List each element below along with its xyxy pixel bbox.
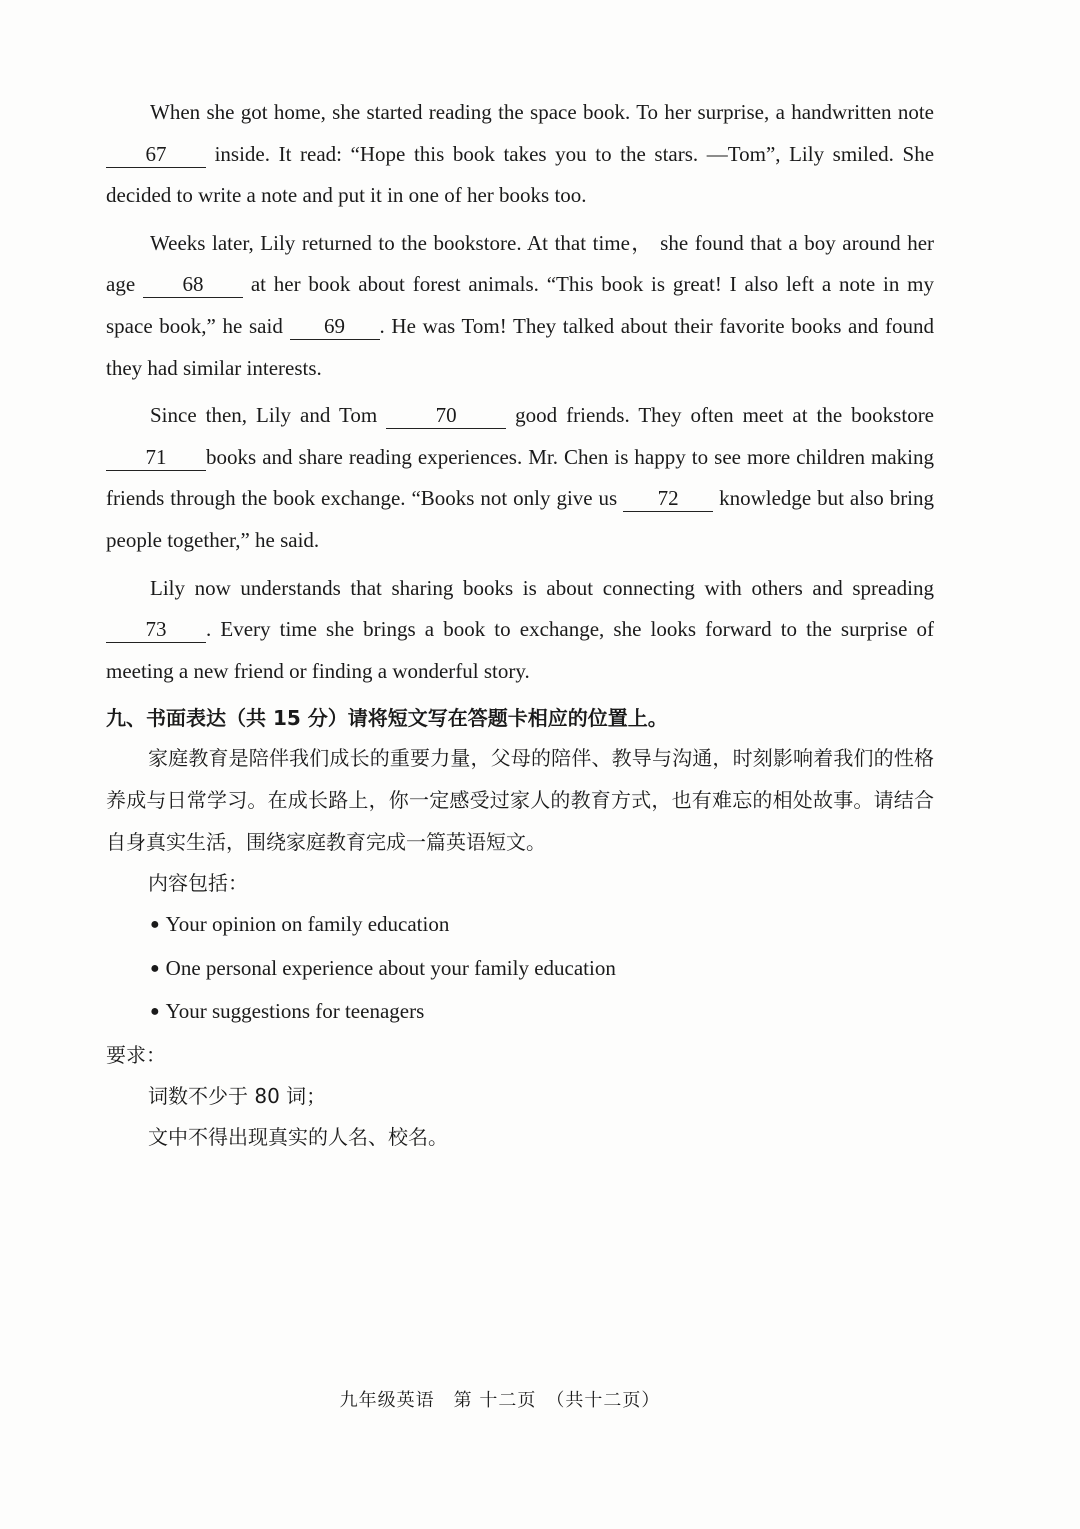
- passage-text: When she got home, she started reading the space book. To her surprise, a handwritten note: [150, 100, 934, 124]
- passage-text: . He was Tom! They talked about their favorite books and found they had similar interests.: [106, 313, 934, 380]
- passage-paragraph-2: [106, 223, 934, 389]
- bullet-icon: ●: [150, 1003, 160, 1021]
- passage-text: good friends. They often meet at the bookstore: [515, 403, 935, 428]
- passage-text: books and share reading experiences. Mr. Chen is happy to see more children making friends through the book exchange. “Books not only give us: [106, 444, 934, 511]
- passage-text: . Every time she brings a book to exchange, she looks forward to the surprise of meeting a new friend or finding a wonderful story.: [106, 617, 934, 683]
- passage-text: Weeks later, Lily returned to the bookstore. At that time: [150, 230, 630, 255]
- chinese-comma: ，: [629, 230, 654, 255]
- page-footer: 九年级英语 第 十二页 （共十二页）: [339, 1390, 661, 1411]
- passage-text: Since then, Lily and Tom: [150, 403, 378, 428]
- requirement-item: 文中不得出现真实的人名、校名。: [148, 1124, 448, 1149]
- passage-text: inside. It read: “Hope this book takes you to the stars. —Tom”, Lily smiled. She decided to write a note and put it in one of her books too.: [106, 141, 935, 208]
- content-bullet: ● One personal experience about your family education: [150, 955, 616, 980]
- blank-71: 71: [106, 444, 206, 471]
- blank-69: 69: [290, 313, 380, 340]
- section-heading-writing: 九、书面表达（共 15 分）请将短文写在答题卡相应的位置上。: [106, 706, 668, 731]
- writing-prompt: 家庭教育是陪伴我们成长的重要力量，父母的陪伴、教导与沟通，时刻影响着我们的性格养成与日常学习。在成长路上，你一定感受过家人的教育方式，也有难忘的相处故事。请结合自身真实生活，围绕家庭教育完成一篇英语短文。: [106, 746, 934, 854]
- passage-text: Lily now understands that sharing books is about connecting with others and spreading: [150, 575, 934, 600]
- passage-paragraph-4: [106, 568, 934, 693]
- blank-70: 70: [386, 402, 506, 429]
- bullet-icon: ●: [150, 916, 160, 934]
- passage-text: she found that a boy around her age: [106, 230, 935, 297]
- content-bullet: ● Your suggestions for teenagers: [150, 999, 425, 1024]
- bullet-icon: ●: [150, 959, 160, 977]
- content-bullet: ● Your opinion on family education: [150, 912, 450, 937]
- content-label: 内容包括：: [148, 871, 248, 896]
- blank-72: 72: [623, 485, 713, 512]
- passage-paragraph-1: [106, 92, 934, 217]
- requirements-label: 要求：: [106, 1042, 166, 1067]
- blank-68: 68: [143, 271, 243, 298]
- passage-text: knowledge but also bring people together,” he said.: [106, 486, 935, 552]
- passage-text: at her book about forest animals. “This book is great! I also left a note in my space book,” he said: [106, 272, 935, 338]
- requirement-item: 词数不少于 80 词；: [148, 1083, 327, 1108]
- blank-67: 67: [106, 141, 206, 168]
- exam-page: [106, 92, 934, 1158]
- passage-paragraph-3: [106, 395, 934, 561]
- blank-73: 73: [106, 616, 206, 643]
